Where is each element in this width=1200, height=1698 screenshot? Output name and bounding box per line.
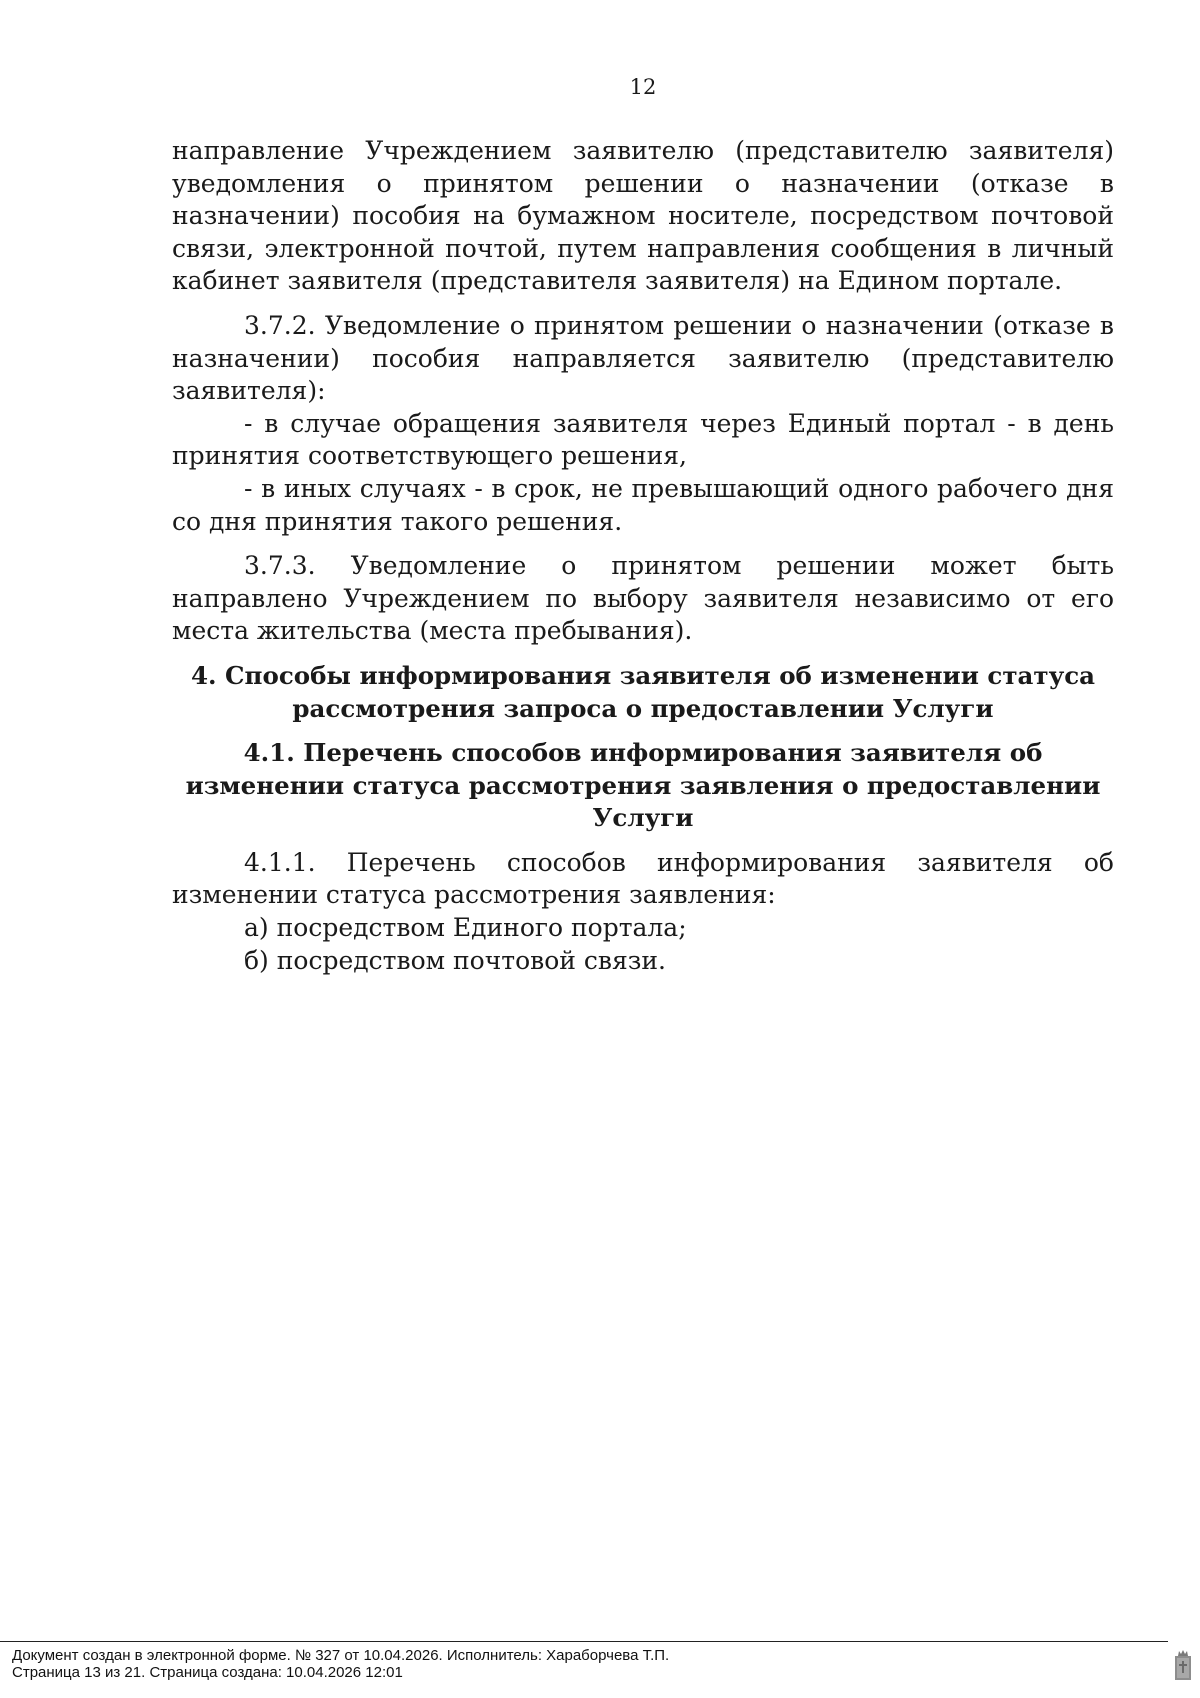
footer-page-info: Страница 13 из 21. Страница создана: 10.04.2026 12:01 — [12, 1664, 403, 1681]
paragraph-notification-methods: направление Учреждением заявителю (представителю заявителя) уведомления о принятом решении о назначении (отказе в назначении) пособия на бумажном носителе, посредством почтовой связи, электронной почтой, путем направления сообщения в личный кабинет заявителя (представителя заявителя) на Едином портале. — [172, 136, 1114, 296]
page-number: 12 — [629, 75, 657, 99]
footer — [12, 1647, 669, 1681]
footer-divider — [0, 1641, 1168, 1642]
footer-document-info: Документ создан в электронной форме. № 327 от 10.04.2026. Исполнитель: Хараборчева Т.П. — [12, 1647, 670, 1664]
section-heading-4: 4. Способы информирования заявителя об изменении статуса рассмотрения запроса о предоставлении Услуги — [190, 660, 1096, 723]
coat-of-arms-icon — [1173, 1648, 1193, 1682]
list-item-single-portal: - в случае обращения заявителя через Единый портал - в день принятия соответствующего решения, — [172, 408, 1114, 471]
document-body — [172, 135, 1114, 977]
list-item-other-cases: - в иных случаях - в срок, не превышающий одного рабочего дня со дня принятия такого решения. — [172, 473, 1114, 536]
paragraph-4-1-1: 4.1.1. Перечень способов информирования заявителя об изменении статуса рассмотрения заявления: — [172, 847, 1114, 910]
list-item-a: а) посредством Единого портала; — [244, 913, 687, 943]
paragraph-3-7-2: 3.7.2. Уведомление о принятом решении о назначении (отказе в назначении) пособия направляется заявителю (представителю заявителя): — [172, 310, 1114, 406]
section-heading-4-1: 4.1. Перечень способов информирования заявителя об изменении статуса рассмотрения заявления о предоставлении Услуги — [185, 738, 1101, 833]
list-item-b: б) посредством почтовой связи. — [244, 945, 666, 975]
paragraph-3-7-3: 3.7.3. Уведомление о принятом решении может быть направлено Учреждением по выбору заявителя независимо от его места жительства (места пребывания). — [172, 551, 1114, 646]
